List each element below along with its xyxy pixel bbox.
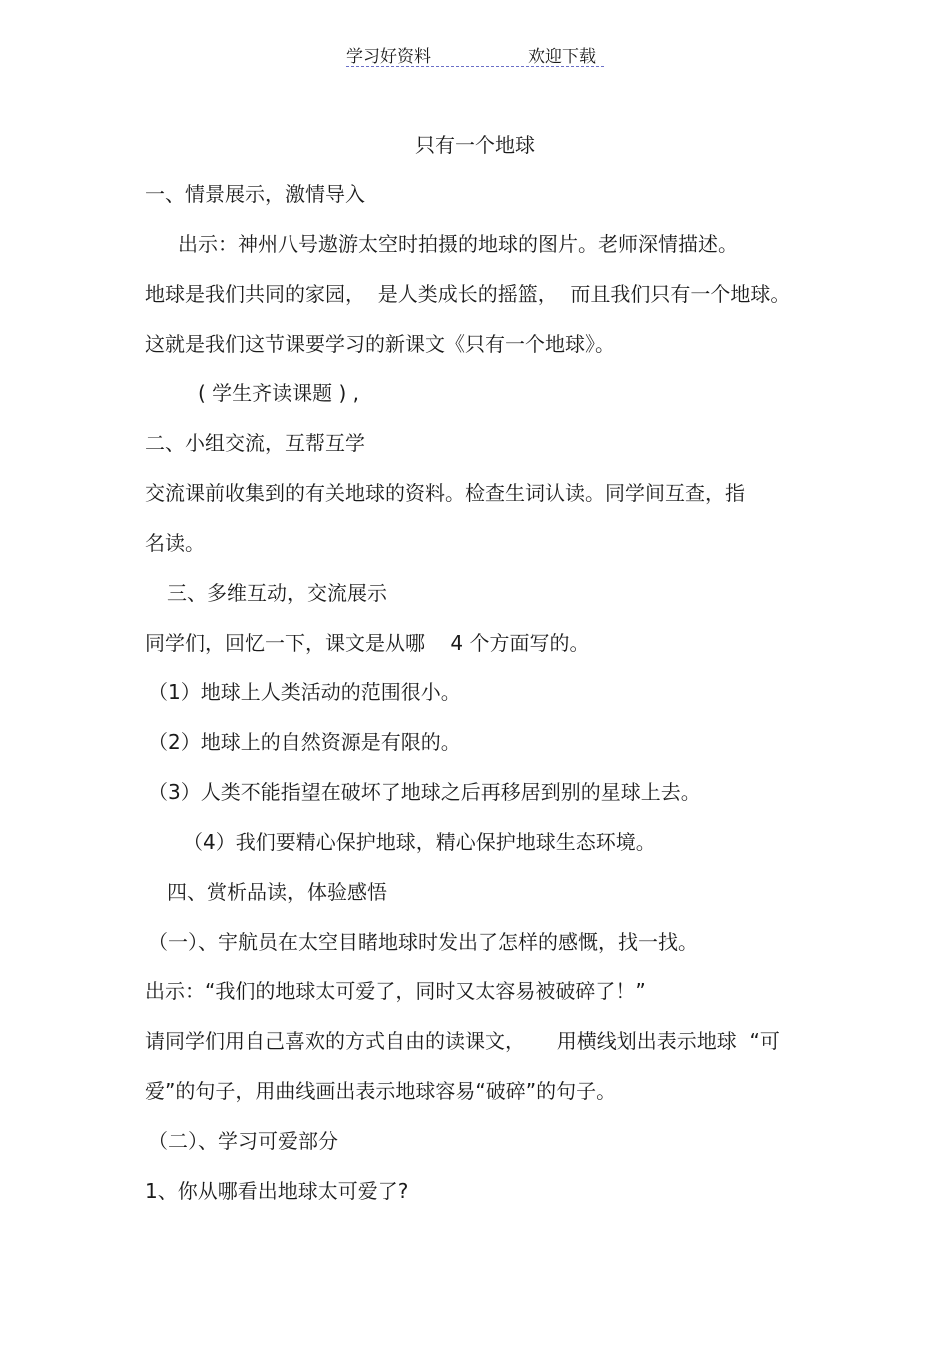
header-left-text: 学习好资料 — [346, 47, 431, 67]
section-heading-2: 二、小组交流，互帮互学 — [145, 431, 365, 455]
paragraph-line: 出示：神州八号遨游太空时拍摄的地球的图片。老师深情描述。 — [178, 232, 738, 256]
paragraph-line: 同学们，回忆一下，课文是从哪 4 个方面写的。 — [145, 631, 590, 655]
question-line: 1、你从哪看出地球太可爱了? — [145, 1179, 409, 1203]
page-header — [346, 42, 604, 67]
paragraph-line: 爱”的句子，用曲线画出表示地球容易“破碎”的句子。 — [145, 1079, 617, 1103]
header-right-text: 欢迎下载 — [528, 47, 596, 67]
list-item: （3）人类不能指望在破坏了地球之后再移居到别的星球上去。 — [148, 780, 701, 804]
section-heading-4: 四、赏析品读，体验感悟 — [167, 880, 387, 904]
paragraph-line: 这就是我们这节课要学习的新课文《只有一个地球》。 — [145, 332, 615, 356]
list-item: （1）地球上人类活动的范围很小。 — [148, 680, 461, 704]
paragraph-line: 地球是我们共同的家园， 是人类成长的摇篮， 而且我们只有一个地球。 — [145, 282, 791, 306]
paragraph-line: 交流课前收集到的有关地球的资料。检查生词认读。同学间互查，指 — [145, 481, 745, 505]
section-heading-3: 三、多维互动，交流展示 — [167, 581, 387, 605]
paragraph-line: ( 学生齐读课题 ) , — [198, 381, 360, 405]
list-item: （4）我们要精心保护地球，精心保护地球生态环境。 — [183, 830, 656, 854]
subsection-heading: （二）、学习可爱部分 — [148, 1129, 338, 1153]
section-heading-1: 一、情景展示，激情导入 — [145, 182, 365, 206]
paragraph-line: 名读。 — [145, 531, 205, 555]
paragraph-line: （一）、宇航员在太空目睹地球时发出了怎样的感慨，找一找。 — [148, 930, 698, 954]
document-title: 只有一个地球 — [415, 133, 535, 157]
list-item: （2）地球上的自然资源是有限的。 — [148, 730, 461, 754]
paragraph-line: 请同学们用自己喜欢的方式自由的读课文， 用横线划出表示地球 “可 — [145, 1029, 780, 1053]
paragraph-line: 出示：“我们的地球太可爱了，同时又太容易被破碎了！” — [145, 979, 646, 1003]
